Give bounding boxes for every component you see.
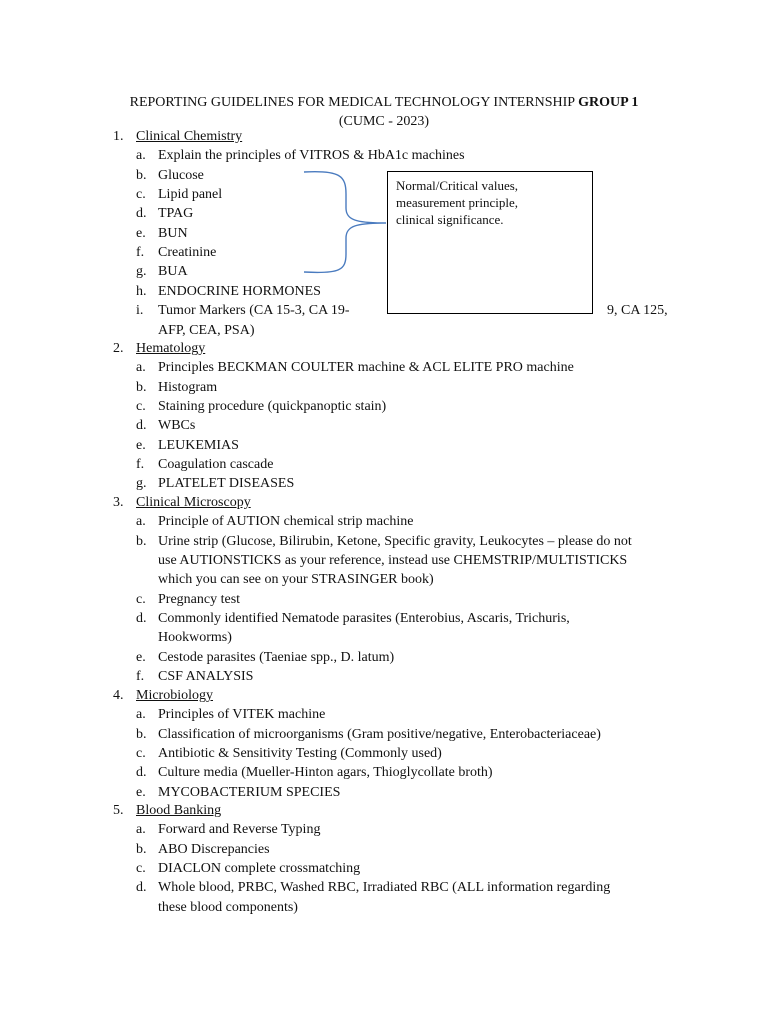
item-letter: c. <box>136 746 146 762</box>
item-text: Principle of AUTION chemical strip machine <box>158 514 414 530</box>
item-letter: a. <box>136 822 146 838</box>
section-title: Microbiology <box>136 688 213 703</box>
bracket-connector-icon <box>300 170 390 276</box>
item-letter: c. <box>136 861 146 877</box>
item-letter: d. <box>136 418 147 434</box>
note-line: clinical significance. <box>396 212 504 227</box>
item-letter: d. <box>136 611 147 627</box>
item-text: WBCs <box>158 418 196 434</box>
item-text: BUN <box>158 225 188 241</box>
item-text: Creatinine <box>158 245 217 261</box>
item-text: which you can see on your STRASINGER book) <box>158 572 434 588</box>
item-text: Lipid panel <box>158 187 223 203</box>
item-text: Coagulation cascade <box>158 457 274 473</box>
section-number: 5. <box>113 803 124 818</box>
item-text: Explain the principles of VITROS & HbA1c machines <box>158 148 465 164</box>
section-title: Clinical Chemistry <box>136 129 243 144</box>
section-number: 2. <box>113 341 124 356</box>
item-text: DIACLON complete crossmatching <box>158 861 361 877</box>
section-title: Blood Banking <box>136 803 222 818</box>
item-text: Hookworms) <box>158 630 232 646</box>
item-letter: f. <box>136 457 145 473</box>
item-letter: f. <box>136 245 145 261</box>
document-subtitle: (CUMC - 2023) <box>338 114 430 129</box>
section-number: 3. <box>113 495 124 510</box>
item-letter: a. <box>136 360 146 376</box>
item-letter: a. <box>136 514 146 530</box>
document-title-line <box>0 94 768 112</box>
item-text: ENDOCRINE HORMONES <box>158 283 321 299</box>
item-letter: b. <box>136 167 147 183</box>
item-letter: e. <box>136 649 146 665</box>
section-number: 1. <box>113 129 124 144</box>
item-letter: b. <box>136 841 147 857</box>
item-letter: b. <box>136 379 147 395</box>
note-line: measurement principle, <box>396 195 519 210</box>
item-text: Staining procedure (quickpanoptic stain) <box>158 399 387 415</box>
item-text: AFP, CEA, PSA) <box>158 322 255 338</box>
item-text: BUA <box>158 264 188 280</box>
item-letter: d. <box>136 206 147 222</box>
item-letter: g. <box>136 264 147 280</box>
item-letter: d. <box>136 880 147 896</box>
item-text: Classification of microorganisms (Gram positive/negative, Enterobacteriaceae) <box>158 726 601 742</box>
item-text: these blood components) <box>158 899 298 915</box>
item-letter: e. <box>136 784 146 800</box>
item-text: Glucose <box>158 167 204 183</box>
item-letter: e. <box>136 437 146 453</box>
note-line: Normal/Critical values, <box>396 178 519 193</box>
item-letter: c. <box>136 187 146 203</box>
group-label: GROUP 1 <box>578 95 639 110</box>
item-letter: i. <box>136 303 144 319</box>
item-letter: c. <box>136 591 146 607</box>
item-text: Cestode parasites (Taeniae spp., D. latum) <box>158 649 395 665</box>
item-text: Commonly identified Nematode parasites (Enterobius, Ascaris, Trichuris, <box>158 611 570 627</box>
item-text: Histogram <box>158 379 218 395</box>
section-number: 4. <box>113 688 124 703</box>
item-letter: h. <box>136 283 147 299</box>
item-text: Urine strip (Glucose, Bilirubin, Ketone, Specific gravity, Leukocytes – please do not <box>158 533 632 549</box>
item-text: Antibiotic & Sensitivity Testing (Commonly used) <box>158 746 442 762</box>
item-text: Forward and Reverse Typing <box>158 822 321 838</box>
item-letter: d. <box>136 765 147 781</box>
item-letter: b. <box>136 533 147 549</box>
item-text: PLATELET DISEASES <box>158 476 295 492</box>
item-text: Whole blood, PRBC, Washed RBC, Irradiated RBC (ALL information regarding <box>158 880 611 896</box>
item-text: Principles BECKMAN COULTER machine & ACL ELITE PRO machine <box>158 360 574 376</box>
item-text: MYCOBACTERIUM SPECIES <box>158 784 341 800</box>
item-text: Pregnancy test <box>158 591 241 607</box>
item-text: use AUTIONSTICKS as your reference, instead use CHEMSTRIP/MULTISTICKS <box>158 553 628 569</box>
section-title: Clinical Microscopy <box>136 495 251 510</box>
item-text: CSF ANALYSIS <box>158 669 254 685</box>
item-text: Culture media (Mueller-Hinton agars, Thioglycollate broth) <box>158 765 493 781</box>
item-text: LEUKEMIAS <box>158 437 239 453</box>
item-text-tail: 9, CA 125, <box>607 303 668 319</box>
item-text: Tumor Markers (CA 15-3, CA 19- <box>158 303 350 319</box>
item-letter: e. <box>136 225 146 241</box>
item-letter: f. <box>136 669 145 685</box>
item-text: Principles of VITEK machine <box>158 707 326 723</box>
item-letter: a. <box>136 148 146 164</box>
item-text: TPAG <box>158 206 194 222</box>
note-box <box>387 171 593 314</box>
document-title: REPORTING GUIDELINES FOR MEDICAL TECHNOLOGY INTERNSHIP <box>129 95 575 110</box>
item-text: ABO Discrepancies <box>158 841 270 857</box>
item-letter: g. <box>136 476 147 492</box>
section-title: Hematology <box>136 341 206 356</box>
item-letter: c. <box>136 399 146 415</box>
item-letter: a. <box>136 707 146 723</box>
item-letter: b. <box>136 726 147 742</box>
